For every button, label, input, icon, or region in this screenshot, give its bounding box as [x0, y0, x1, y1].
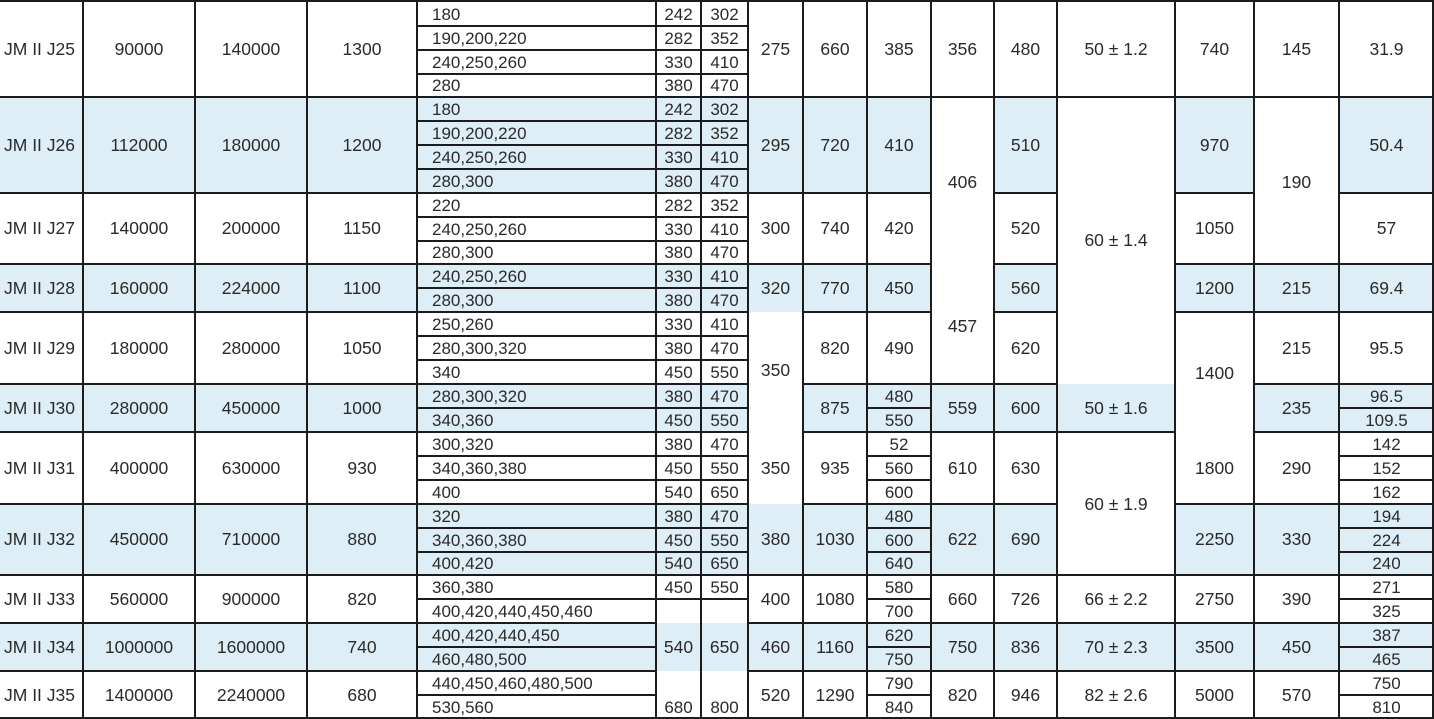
j26-d2-3: 410: [710, 147, 739, 167]
j25-c4: 1300: [342, 39, 382, 59]
j31-d2-1: 470: [710, 434, 739, 454]
j32-c15-1: 194: [1372, 506, 1401, 526]
j31-d1-2: 450: [664, 458, 693, 478]
j30-c2: 280000: [109, 397, 169, 418]
j33-c15-1: 271: [1372, 577, 1401, 597]
j30-d2-1: 470: [710, 386, 739, 406]
j34-c3: 1600000: [216, 636, 286, 657]
j26-c7: 295: [760, 134, 791, 155]
j32-d1-1: 380: [664, 506, 693, 526]
j32-c7: 380: [760, 529, 791, 549]
j28-c9: 450: [884, 277, 914, 298]
model-j29: JM II J29: [4, 337, 75, 358]
j25-d1-4: 380: [664, 76, 693, 95]
j25-c8: 660: [820, 39, 850, 59]
j27-c11: 520: [1010, 218, 1041, 238]
j27-c15: 57: [1376, 218, 1397, 238]
j31-c2: 400000: [109, 457, 169, 478]
j33-c3: 900000: [221, 588, 281, 609]
j29-c14: 215: [1281, 337, 1312, 358]
j25-d1-3: 330: [664, 52, 693, 72]
j26-shaft-2: 190,200,220: [432, 123, 527, 143]
j25-c15: 31.9: [1369, 39, 1404, 59]
j30-c15-2: 109.5: [1365, 410, 1408, 430]
j29-shaft-3: 340: [432, 362, 461, 382]
j29-d2-2: 470: [710, 338, 739, 358]
j29-j30-c13: 1400: [1195, 362, 1234, 383]
j27-d1-3: 380: [664, 243, 693, 262]
j28-c2: 160000: [109, 277, 169, 298]
j31-c8: 935: [820, 457, 850, 478]
j26-d2-4: 470: [710, 171, 739, 191]
j32-c9-1: 480: [884, 506, 914, 526]
j25-shaft-4: 280: [432, 76, 461, 95]
j31-c3: 630000: [221, 457, 281, 478]
j26-d2-2: 352: [710, 123, 739, 143]
j27-c9: 420: [884, 218, 914, 238]
j30-d1-2: 450: [664, 410, 693, 430]
model-j25: JM II J25: [4, 39, 75, 59]
j32-shaft-1: 320: [432, 506, 461, 526]
j27-shaft-2: 240,250,260: [432, 219, 527, 239]
j25-d2-3: 410: [710, 52, 739, 72]
j27-d1-1: 282: [664, 195, 693, 215]
model-j32: JM II J32: [4, 529, 75, 549]
j32-d2-2: 550: [710, 530, 739, 550]
j34-c13: 3500: [1195, 636, 1234, 657]
j27-d2-2: 410: [710, 219, 739, 239]
j29-d2-3: 550: [710, 362, 739, 382]
j27-d2-1: 352: [710, 195, 739, 215]
j25-c2: 90000: [114, 39, 164, 59]
j31-c4: 930: [347, 457, 377, 478]
merged-white-c10: [931, 97, 994, 384]
j33-c9-2: 700: [884, 601, 914, 621]
j34-c7: 460: [760, 636, 791, 657]
j31-c7: 350: [760, 457, 791, 478]
j30-d2-2: 550: [710, 410, 739, 430]
j31-c14: 290: [1281, 457, 1312, 478]
j33-j35-d1: 540: [663, 636, 694, 657]
j31-c15-3: 162: [1372, 482, 1401, 502]
j35-shaft-1: 440,450,460,480,500: [432, 673, 593, 693]
j34-c14: 450: [1281, 636, 1312, 657]
j35-c14: 570: [1281, 684, 1312, 705]
model-j27: JM II J27: [4, 218, 75, 238]
j28-c7: 320: [760, 277, 791, 298]
j29-c4: 1050: [342, 337, 382, 358]
j30-c14: 235: [1281, 397, 1312, 418]
j26-c4: 1200: [342, 134, 382, 155]
j35-c3: 2240000: [216, 684, 286, 705]
j35-c9-2: 840: [884, 697, 914, 717]
j26-d1-4: 380: [664, 171, 693, 191]
j31-d2-2: 550: [710, 458, 739, 478]
j31-d1-1: 380: [664, 434, 693, 454]
j27-c4: 1150: [343, 218, 381, 238]
j30-c11: 600: [1010, 397, 1041, 418]
model-j30: JM II J30: [4, 397, 75, 418]
j30-d1-1: 380: [664, 386, 693, 406]
model-j33: JM II J33: [4, 588, 75, 609]
j31-d1-3: 540: [664, 482, 693, 502]
j35-c10: 820: [947, 684, 978, 705]
j32-c14: 330: [1281, 529, 1312, 549]
j31-c11: 630: [1010, 457, 1041, 478]
j25-c10: 356: [947, 39, 978, 59]
j32-d2-1: 470: [710, 506, 739, 526]
j25-d2-4: 470: [710, 76, 739, 95]
j33-j35-d2: 650: [709, 636, 740, 657]
j30-c9-1: 480: [884, 386, 914, 406]
j27-c3: 200000: [221, 218, 281, 238]
j32-c4: 880: [347, 529, 377, 549]
j26-shaft-3: 240,250,260: [432, 147, 527, 167]
j32-c2: 450000: [109, 529, 169, 549]
j28-shaft-1: 240,250,260: [432, 266, 527, 286]
j26-c15: 50.4: [1369, 134, 1404, 155]
j33-shaft-2: 400,420,440,450,460: [432, 601, 593, 621]
j35-c11: 946: [1010, 684, 1041, 705]
j32-c10: 622: [947, 529, 978, 549]
j29-d2-1: 410: [710, 314, 739, 334]
j32-d1-3: 540: [664, 554, 693, 573]
j33-c12: 66 ± 2.2: [1084, 588, 1148, 609]
j26-shaft-1: 180: [432, 99, 461, 119]
j26-j27-c14: 190: [1281, 171, 1312, 192]
j33-c13: 2750: [1195, 588, 1234, 609]
model-j28: JM II J28: [4, 277, 75, 298]
j29-c11: 620: [1010, 337, 1041, 358]
j28-d1-1: 330: [664, 266, 693, 286]
j25-d2-1: 302: [710, 4, 739, 24]
j35-shaft-2: 530,560: [432, 697, 494, 717]
j27-c7: 300: [760, 218, 791, 238]
j27-d1-2: 330: [664, 219, 693, 239]
j25-c12: 50 ± 1.2: [1084, 39, 1148, 59]
j32-c8: 1030: [815, 529, 855, 549]
j28-d1-2: 380: [664, 290, 693, 310]
j31-shaft-2: 340,360,380: [432, 458, 527, 478]
j27-c13: 1050: [1195, 218, 1234, 238]
j29-d1-1: 330: [664, 314, 693, 334]
j28-c11: 560: [1010, 277, 1041, 298]
j34-c2: 1000000: [104, 636, 174, 657]
j34-c9-2: 750: [884, 649, 914, 669]
j25-c9: 385: [884, 39, 914, 59]
j35-c15-1: 750: [1372, 673, 1401, 693]
j30-c15-1: 96.5: [1369, 386, 1404, 406]
j28-j29-c10: 457: [947, 315, 978, 336]
j33-d1-1: 450: [664, 577, 693, 597]
j26-c2: 112000: [110, 134, 168, 155]
j25-shaft-3: 240,250,260: [432, 52, 527, 72]
j30-c12: 50 ± 1.6: [1084, 397, 1148, 418]
j26-d1-1: 242: [664, 99, 693, 119]
j28-c3: 224000: [221, 277, 281, 298]
j30-c3: 450000: [221, 397, 281, 418]
j33-c7: 400: [760, 588, 791, 609]
j35-c12: 82 ± 2.6: [1084, 684, 1148, 705]
j31-shaft-1: 300,320: [432, 434, 494, 454]
j28-c13: 1200: [1195, 277, 1234, 298]
j32-c15-3: 240: [1372, 554, 1401, 573]
j29-c7: 350: [760, 360, 791, 380]
j26-shaft-4: 280,300: [432, 171, 494, 191]
j29-d1-3: 450: [664, 362, 693, 382]
j34-shaft-1: 400,420,440,450: [432, 625, 560, 645]
j26-d1-2: 282: [664, 123, 693, 143]
j34-c11: 836: [1010, 636, 1041, 657]
j25-d1-2: 282: [664, 28, 693, 48]
j27-d2-3: 470: [710, 243, 739, 262]
j35-d1-2: 680: [664, 697, 693, 717]
j29-shaft-2: 280,300,320: [432, 338, 527, 358]
j33-d2-1: 550: [710, 577, 739, 597]
j32-c11: 690: [1010, 529, 1041, 549]
j26-d2-1: 302: [710, 99, 739, 119]
j26-c3: 180000: [221, 134, 281, 155]
j30-c10: 559: [947, 397, 978, 418]
j31-c15-2: 152: [1372, 458, 1401, 478]
j33-c8: 1080: [815, 588, 855, 609]
model-j35: JM II J35: [4, 684, 75, 705]
j32-c9-2: 600: [884, 530, 914, 550]
j26-c9: 410: [884, 134, 914, 155]
j33-c9-1: 580: [884, 577, 914, 597]
j29-c2: 180000: [109, 337, 169, 358]
j29-shaft-1: 250,260: [432, 314, 494, 334]
j28-c8: 770: [820, 277, 850, 298]
j26-c13: 970: [1199, 134, 1230, 155]
merged-white-c7b: [748, 384, 803, 432]
j34-c10: 750: [947, 636, 978, 657]
j30-c9-2: 550: [884, 410, 914, 430]
j29-c3: 280000: [221, 337, 281, 358]
j33-c15-2: 325: [1372, 601, 1401, 621]
model-j31: JM II J31: [4, 457, 75, 478]
j34-c12: 70 ± 2.3: [1084, 636, 1148, 657]
j34-c8: 1160: [816, 636, 854, 657]
j25-c11: 480: [1010, 39, 1041, 59]
j31-shaft-3: 400: [432, 482, 461, 502]
j26-j29-c12: 60 ± 1.4: [1084, 229, 1148, 250]
j29-c8: 820: [820, 337, 850, 358]
j26-d1-3: 330: [664, 147, 693, 167]
j28-shaft-2: 280,300: [432, 290, 494, 310]
model-j34: JM II J34: [4, 636, 75, 657]
j33-shaft-1: 360,380: [432, 577, 494, 597]
j32-shaft-3: 400,420: [432, 554, 494, 573]
j31-c9-2: 560: [884, 458, 914, 478]
j34-c15-1: 387: [1372, 625, 1401, 645]
j32-d2-3: 650: [710, 554, 739, 573]
j34-c4: 740: [347, 636, 377, 657]
j25-c3: 140000: [221, 39, 281, 59]
j30-c8: 875: [820, 397, 850, 418]
j31-d2-3: 650: [710, 482, 739, 502]
j34-c15-2: 465: [1372, 649, 1401, 669]
j29-c9: 490: [884, 337, 914, 358]
j27-shaft-3: 280,300: [432, 243, 494, 262]
j32-c3: 710000: [221, 529, 281, 549]
j35-c13: 5000: [1195, 684, 1234, 705]
j31-j32-c12: 60 ± 1.9: [1084, 493, 1148, 514]
j32-d1-2: 450: [664, 530, 693, 550]
j25-c13: 740: [1199, 39, 1230, 59]
j34-c9-1: 620: [884, 625, 914, 645]
j33-c2: 560000: [109, 588, 169, 609]
j31-c10: 610: [947, 457, 978, 478]
j28-d2-2: 470: [710, 290, 739, 310]
j31-c9-1: 52: [889, 434, 909, 454]
j29-d1-2: 380: [664, 338, 693, 358]
j31-c9-3: 600: [884, 482, 914, 502]
j28-c14: 215: [1281, 277, 1312, 298]
j30-shaft-2: 340,360: [432, 410, 494, 430]
j33-c10: 660: [947, 588, 978, 609]
j34-shaft-2: 460,480,500: [432, 649, 527, 669]
j32-c15-2: 224: [1372, 530, 1401, 550]
j35-c8: 1290: [815, 684, 855, 705]
j35-c2: 1400000: [104, 684, 174, 705]
j28-c15: 69.4: [1369, 277, 1404, 298]
j35-d2-2: 800: [710, 697, 739, 717]
j31-c13: 1800: [1195, 457, 1234, 478]
j33-c4: 820: [347, 588, 377, 609]
j32-shaft-2: 340,360,380: [432, 530, 527, 550]
j25-shaft-1: 180: [432, 4, 461, 24]
model-j26: JM II J26: [4, 134, 75, 155]
j31-c15-1: 142: [1372, 434, 1401, 454]
j27-shaft-1: 220: [432, 195, 461, 215]
j35-c9-1: 790: [884, 673, 914, 693]
j28-c4: 1100: [343, 277, 381, 298]
j25-c14: 145: [1281, 39, 1312, 59]
j30-shaft-1: 280,300,320: [432, 386, 527, 406]
j33-c14: 390: [1281, 588, 1312, 609]
j29-c15: 95.5: [1369, 337, 1404, 358]
j32-c9-3: 640: [884, 554, 914, 573]
j35-c15-2: 810: [1372, 697, 1401, 717]
j33-c11: 726: [1010, 588, 1041, 609]
j28-d2-1: 410: [710, 266, 739, 286]
j25-shaft-2: 190,200,220: [432, 28, 527, 48]
j35-c7: 520: [760, 684, 791, 705]
j25-d2-2: 352: [710, 28, 739, 48]
j35-c4: 680: [347, 684, 377, 705]
j25-c7: 275: [760, 39, 791, 59]
j26-c11: 510: [1010, 134, 1041, 155]
j27-c2: 140000: [109, 218, 169, 238]
j26-c8: 720: [820, 134, 850, 155]
j30-c4: 1000: [342, 397, 382, 418]
j25-d1-1: 242: [664, 4, 693, 24]
j32-c13: 2250: [1195, 529, 1234, 549]
j27-c8: 740: [820, 218, 850, 238]
j26-j27-c10: 406: [947, 171, 978, 192]
